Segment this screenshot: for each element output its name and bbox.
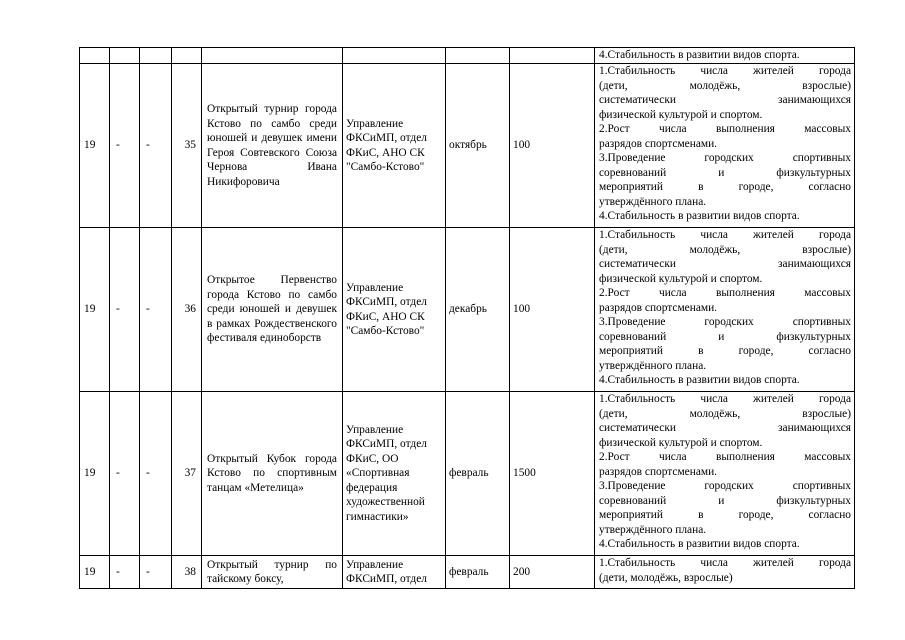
- result-line: соревнований и физкультурных: [599, 330, 851, 343]
- result-line: соревнований и физкультурных: [599, 166, 851, 179]
- result-line: 3.Проведение городских спортивных: [599, 152, 851, 164]
- result-line: мероприятий в городе, согласно: [599, 181, 851, 193]
- result-line: 1.Стабильность числа жителей города: [599, 65, 851, 77]
- result-line: соревнований и физкультурных: [599, 494, 851, 507]
- result-line: физической культурой и спортом.: [599, 272, 763, 285]
- cell-section: 19: [80, 64, 110, 228]
- cell-subsection-a: -: [110, 392, 140, 556]
- cell-subsection-b: -: [140, 64, 172, 228]
- result-line: разрядов спортсменами.: [599, 465, 718, 478]
- cell-expected-results: [595, 556, 855, 589]
- cell-expected-results: [595, 392, 855, 556]
- cell-subsection-a: -: [110, 64, 140, 228]
- cell-organizer: Управление ФКСиМП, отдел ФКиС, ОО «Спортивная федерация художественной гимнастики»: [343, 392, 446, 556]
- result-line: разрядов спортсменами.: [599, 301, 718, 314]
- cell-expected-results: [595, 228, 855, 392]
- cell-participants: 1500: [510, 392, 595, 556]
- cell-event-name: [202, 48, 343, 64]
- cell-month: февраль: [446, 556, 510, 589]
- result-line: 2.Рост числа выполнения массовых: [599, 123, 851, 135]
- table-row: [80, 556, 855, 589]
- cell-expected-results: [595, 48, 855, 64]
- cell-month: февраль: [446, 392, 510, 556]
- cell-participants: 100: [510, 228, 595, 392]
- cell-participants: 100: [510, 64, 595, 228]
- result-line: 1.Стабильность числа жителей города: [599, 229, 851, 241]
- cell-organizer: Управление ФКСиМП, отдел ФКиС, АНО СК "Самбо-Кстово": [343, 64, 446, 228]
- cell-number: [172, 48, 202, 64]
- result-line: (дети, молодёжь, взрослые): [599, 243, 851, 256]
- result-line: мероприятий в городе, согласно: [599, 509, 851, 521]
- cell-event-name: Открытое Первенство города Кстово по самбо среди юношей и девушек в рамках Рождественского фестиваля единоборств: [202, 228, 343, 392]
- table-row: [80, 228, 855, 392]
- cell-organizer: Управление ФКСиМП, отдел ФКиС, АНО СК "Самбо-Кстово": [343, 228, 446, 392]
- result-line: мероприятий в городе, согласно: [599, 345, 851, 357]
- result-line: систематически занимающихся: [599, 94, 851, 106]
- result-line: 4.Стабильность в развитии видов спорта.: [599, 210, 800, 222]
- cell-subsection-a: -: [110, 556, 140, 589]
- cell-event-name: Открытый турнир города Кстово по самбо среди юношей и девушек имени Героя Совтевского Союза Чернова Ивана Никифоровича: [202, 64, 343, 228]
- cell-section: 19: [80, 228, 110, 392]
- cell-subsection-b: -: [140, 556, 172, 589]
- cell-organizer: [343, 48, 446, 64]
- result-line: 3.Проведение городских спортивных: [599, 480, 851, 492]
- cell-month: октябрь: [446, 64, 510, 228]
- cell-number: 38: [172, 556, 202, 589]
- cell-number: 36: [172, 228, 202, 392]
- result-line: утверждённого плана.: [599, 359, 707, 372]
- result-line: (дети, молодёжь, взрослые): [599, 407, 851, 420]
- result-line: 2.Рост числа выполнения массовых: [599, 451, 851, 463]
- table-row: [80, 64, 855, 228]
- table-row: [80, 48, 855, 64]
- events-table: [79, 47, 855, 589]
- result-line: 1.Стабильность числа жителей города: [599, 393, 851, 405]
- cell-section: 19: [80, 556, 110, 589]
- result-line: (дети, молодёжь, взрослые): [599, 79, 851, 92]
- result-line: 4.Стабильность в развитии видов спорта.: [599, 49, 800, 61]
- cell-participants: [510, 48, 595, 64]
- result-line: 1.Стабильность числа жителей города: [599, 557, 851, 569]
- result-line: физической культурой и спортом.: [599, 108, 763, 121]
- result-line: 2.Рост числа выполнения массовых: [599, 287, 851, 299]
- cell-month: [446, 48, 510, 64]
- cell-participants: 200: [510, 556, 595, 589]
- result-line: 4.Стабильность в развитии видов спорта.: [599, 374, 800, 386]
- cell-number: 37: [172, 392, 202, 556]
- result-line: систематически занимающихся: [599, 422, 851, 434]
- cell-event-name: Открытый Кубок города Кстово по спортивным танцам «Метелица»: [202, 392, 343, 556]
- table-row: [80, 392, 855, 556]
- cell-subsection-a: -: [110, 228, 140, 392]
- result-line: 3.Проведение городских спортивных: [599, 316, 851, 328]
- result-line: утверждённого плана.: [599, 195, 707, 208]
- result-line: (дети, молодёжь, взрослые): [599, 571, 733, 584]
- cell-expected-results: [595, 64, 855, 228]
- cell-subsection-a: [110, 48, 140, 64]
- cell-section: 19: [80, 392, 110, 556]
- result-line: 4.Стабильность в развитии видов спорта.: [599, 538, 800, 550]
- cell-event-name: Открытый турнир по тайскому боксу,: [202, 556, 343, 589]
- cell-subsection-b: -: [140, 228, 172, 392]
- result-line: разрядов спортсменами.: [599, 137, 718, 150]
- cell-section: [80, 48, 110, 64]
- cell-number: 35: [172, 64, 202, 228]
- result-line: утверждённого плана.: [599, 523, 707, 536]
- cell-organizer: Управление ФКСиМП, отдел: [343, 556, 446, 589]
- cell-month: декабрь: [446, 228, 510, 392]
- result-line: физической культурой и спортом.: [599, 436, 763, 449]
- cell-subsection-b: [140, 48, 172, 64]
- cell-subsection-b: -: [140, 392, 172, 556]
- result-line: систематически занимающихся: [599, 258, 851, 270]
